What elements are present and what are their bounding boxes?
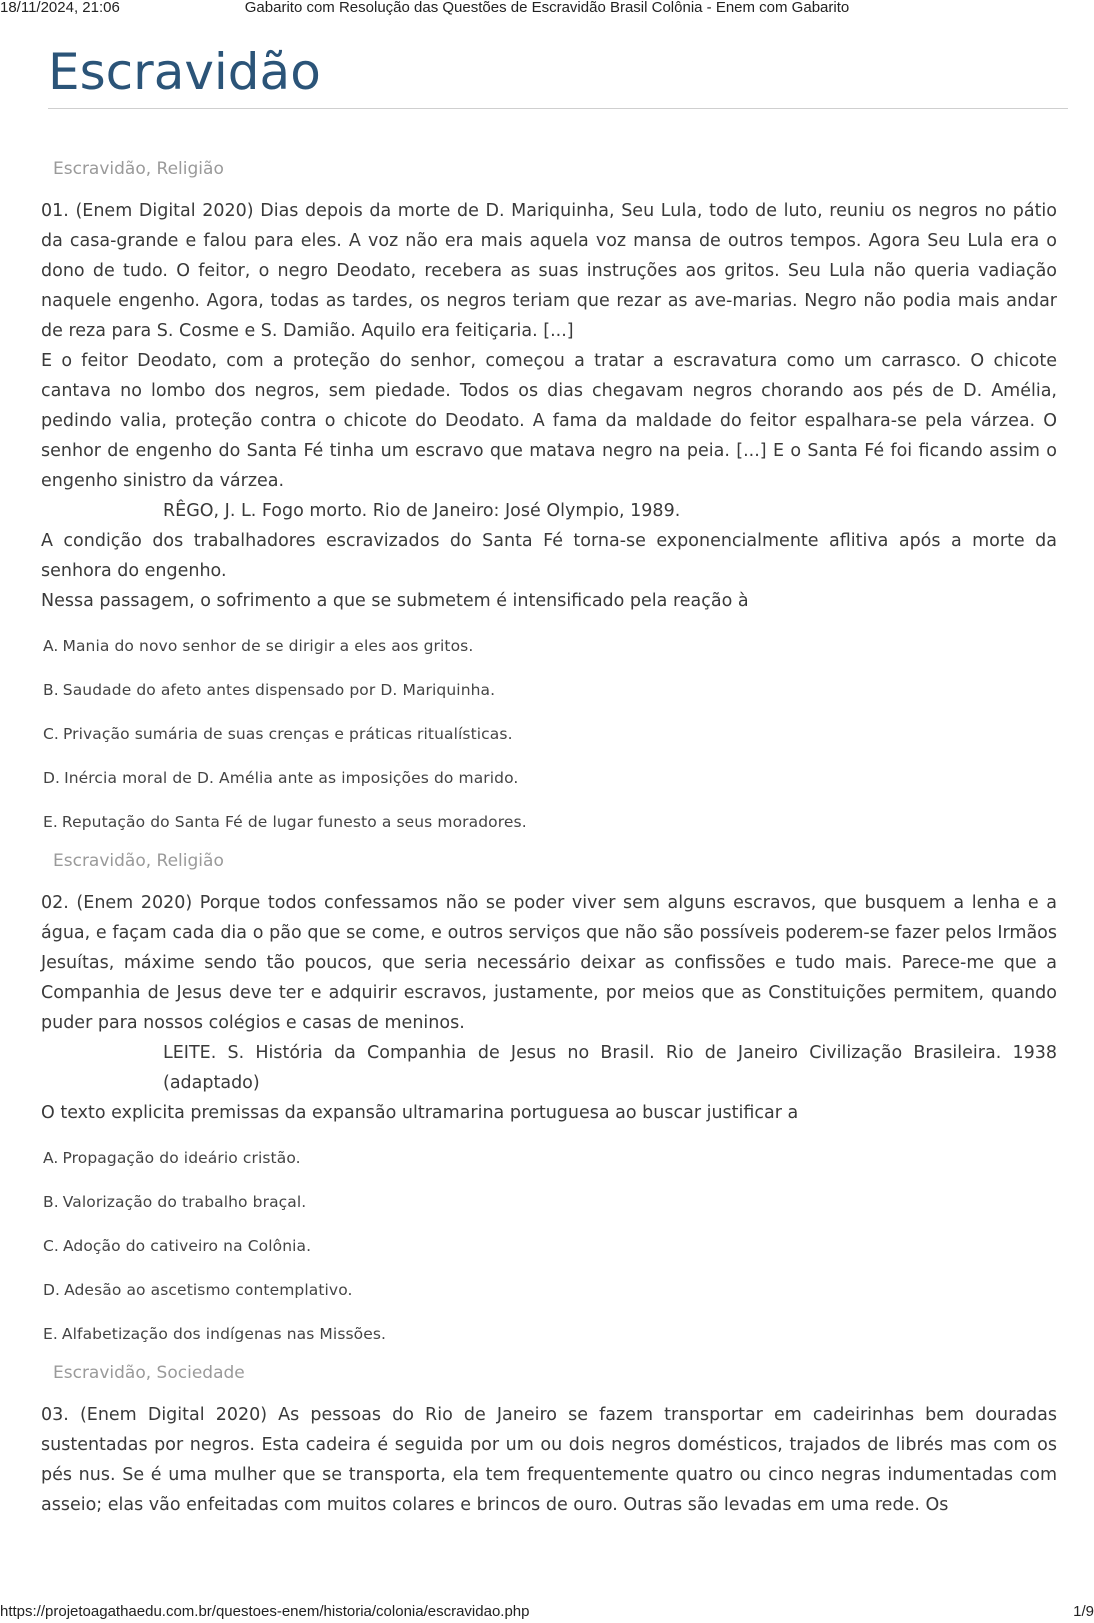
question-text: E o feitor Deodato, com a proteção do senhor, começou a tratar a escravatura como um carrasco. O chicote cantava no lombo dos negros, sem piedade. Todos os dias chegavam negros chorando aos pés de D. Amélia, pedindo valia, proteção contra o chicote do Deodato. A fama da maldade do feitor espalhara-se pela várzea. O senhor de engenho do Santa Fé tinha um escravo que matava negro na peia. [...] E o Santa Fé foi ficando assim o engenho sinistro da várzea. <box>41 351 1057 491</box>
print-datetime: 18/11/2024, 21:06 <box>0 0 120 16</box>
print-document-title: Gabarito com Resolução das Questões de Escravidão Brasil Colônia - Enem com Gabarito <box>244 0 850 16</box>
title-divider <box>48 108 1068 109</box>
option-text: Saudade do afeto antes dispensado por D. Mariquinha. <box>62 681 496 699</box>
option-text: Valorização do trabalho braçal. <box>62 1193 307 1211</box>
question-tags[interactable]: Escravidão, Religião <box>53 851 224 871</box>
print-header <box>0 0 1094 16</box>
question-tags[interactable]: Escravidão, Religião <box>53 159 224 179</box>
option-text: Reputação do Santa Fé de lugar funesto a seus moradores. <box>61 813 527 831</box>
question-prompt: O texto explicita premissas da expansão ultramarina portuguesa ao buscar justificar a <box>41 1103 799 1123</box>
question-1 <box>41 156 1057 844</box>
question-text: 02. (Enem 2020) Porque todos confessamos não se poder viver sem alguns escravos, que busquem a lenha e a água, e façam cada dia o pão que se come, e outros serviços que não são possíveis poderem-se fazer pelos Irmãos Jesuítas, máxime sendo tão poucos, que seria necessário deixar as confissões e tudo mais. Parece-me que a Companhia de Jesus deve ter e adquirir escravos, justamente, por meios que as Constituições permitem, quando puder para nossos colégios e casas de meninos. <box>41 893 1057 1033</box>
question-tags[interactable]: Escravidão, Sociedade <box>53 1363 245 1383</box>
option-letter: D. <box>43 769 61 787</box>
option-letter: E. <box>43 1325 58 1343</box>
answer-option-e[interactable] <box>41 1312 1057 1356</box>
question-statement: A condição dos trabalhadores escravizados do Santa Fé torna-se exponencialmente aflitiva após a morte da senhora do engenho. <box>41 531 1057 581</box>
option-letter: E. <box>43 813 58 831</box>
print-url[interactable]: https://projetoagathaedu.com.br/questoes-enem/historia/colonia/escravidao.php <box>0 1603 530 1620</box>
answer-options <box>41 624 1057 844</box>
option-letter: C. <box>43 725 59 743</box>
option-text: Adesão ao ascetismo contemplativo. <box>64 1281 353 1299</box>
option-text: Privação sumária de suas crenças e práticas ritualísticas. <box>62 725 513 743</box>
option-letter: C. <box>43 1237 59 1255</box>
option-text: Mania do novo senhor de se dirigir a eles aos gritos. <box>62 637 474 655</box>
answer-options <box>41 1136 1057 1356</box>
answer-option-a[interactable] <box>41 624 1057 668</box>
question-2 <box>41 848 1057 1356</box>
answer-option-c[interactable] <box>41 712 1057 756</box>
question-source: LEITE. S. História da Companhia de Jesus no Brasil. Rio de Janeiro Civilização Brasileira. 1938 (adaptado) <box>163 1043 1057 1093</box>
page-title: Escravidão <box>48 43 321 101</box>
answer-option-a[interactable] <box>41 1136 1057 1180</box>
option-text: Inércia moral de D. Amélia ante as imposições do marido. <box>64 769 519 787</box>
questions-list <box>41 156 1057 1524</box>
option-text: Propagação do ideário cristão. <box>62 1149 301 1167</box>
question-source: RÊGO, J. L. Fogo morto. Rio de Janeiro: José Olympio, 1989. <box>163 501 681 521</box>
question-text: 01. (Enem Digital 2020) Dias depois da morte de D. Mariquinha, Seu Lula, todo de luto, reuniu os negros no pátio da casa-grande e falou para eles. A voz não era mais aquela voz mansa de outros tempos. Agora Seu Lula era o dono de tudo. O feitor, o negro Deodato, recebera as suas instruções aos gritos. Seu Lula não queria vadiação naquele engenho. Agora, todas as tardes, os negros teriam que rezar as ave-marias. Negro não podia mais andar de reza para S. Cosme e S. Damião. Aquilo era feitiçaria. [...] <box>41 201 1057 341</box>
option-text: Adoção do cativeiro na Colônia. <box>62 1237 312 1255</box>
answer-option-c[interactable] <box>41 1224 1057 1268</box>
question-3 <box>41 1360 1057 1520</box>
answer-option-b[interactable] <box>41 1180 1057 1224</box>
option-text: Alfabetização dos indígenas nas Missões. <box>61 1325 387 1343</box>
option-letter: A. <box>43 1149 59 1167</box>
answer-option-d[interactable] <box>41 1268 1057 1312</box>
option-letter: D. <box>43 1281 61 1299</box>
option-letter: B. <box>43 681 59 699</box>
print-footer <box>0 1603 1094 1621</box>
answer-option-b[interactable] <box>41 668 1057 712</box>
question-text: 03. (Enem Digital 2020) As pessoas do Rio de Janeiro se fazem transportar em cadeirinhas bem douradas sustentadas por negros. Esta cadeira é seguida por um ou dois negros domésticos, trajados de librés mas com os pés nus. Se é uma mulher que se transporta, ela tem frequentemente quatro ou cinco negras indumentadas com asseio; elas vão enfeitadas com muitos colares e brincos de ouro. Outras são levadas em uma rede. Os <box>41 1405 1057 1515</box>
page-number: 1/9 <box>1073 1603 1094 1620</box>
answer-option-d[interactable] <box>41 756 1057 800</box>
question-prompt: Nessa passagem, o sofrimento a que se submetem é intensificado pela reação à <box>41 591 749 611</box>
option-letter: B. <box>43 1193 59 1211</box>
answer-option-e[interactable] <box>41 800 1057 844</box>
option-letter: A. <box>43 637 59 655</box>
